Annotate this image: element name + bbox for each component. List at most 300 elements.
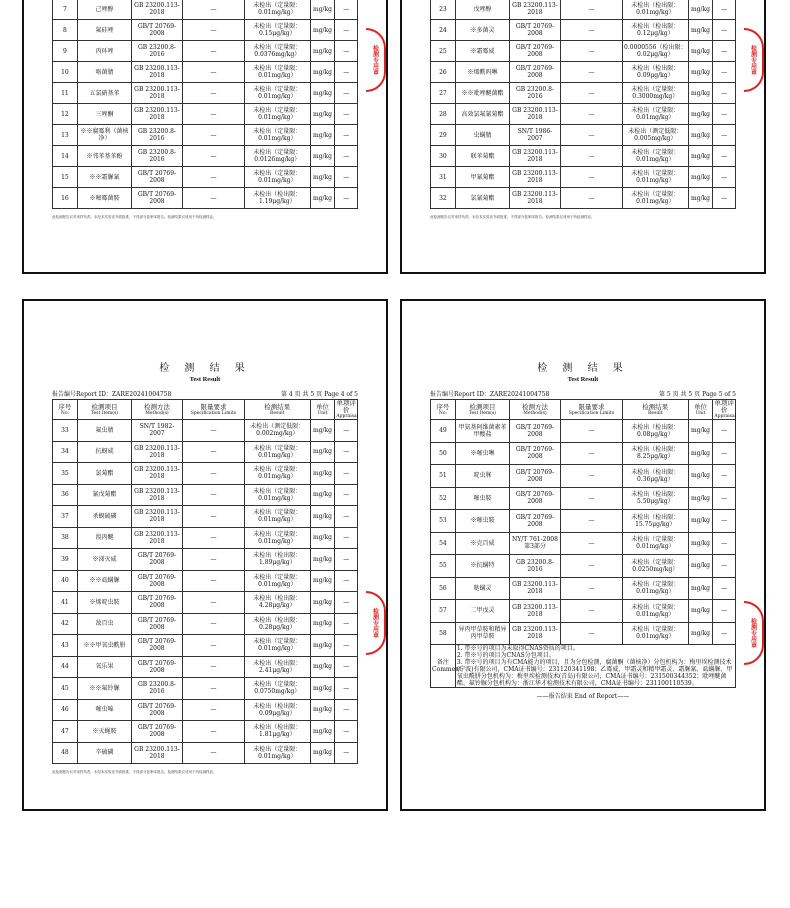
cell-item: ※克百威 <box>455 532 509 555</box>
cell-result: 未检出（检出限：5.50μg/kg） <box>623 487 689 510</box>
report-page-3-partial <box>22 0 388 274</box>
table-row <box>431 0 736 20</box>
cell-item: ※霜霉威 <box>455 41 509 62</box>
header-method: 检测方法 Method(s) <box>510 400 561 420</box>
table-row <box>53 188 358 209</box>
cell-appr: — <box>335 678 358 700</box>
cell-appr: — <box>335 570 358 592</box>
cell-limit: — <box>182 721 244 743</box>
cell-unit: mg/kg <box>688 577 713 600</box>
cell-result: 未检出（测定低限：0.005mg/kg） <box>623 125 689 146</box>
cell-result: 未检出（检出限：1.89μg/kg） <box>245 549 311 571</box>
cell-limit: — <box>560 0 622 20</box>
cell-unit: mg/kg <box>310 20 335 41</box>
cell-method: GB 23200.113-2018 <box>510 622 561 645</box>
cell-result: 未检出（定量限：0.0250mg/kg） <box>623 555 689 578</box>
table-row <box>431 442 736 465</box>
cell-result: 未检出（检出限：0.09μg/kg） <box>245 699 311 721</box>
cell-result: 未检出（定量限：0.01mg/kg） <box>245 484 311 506</box>
table-row <box>431 465 736 488</box>
cell-limit: — <box>182 125 244 146</box>
cell-no: 33 <box>53 420 78 442</box>
cell-method: GB 23200.113-2018 <box>510 577 561 600</box>
cell-unit: mg/kg <box>688 442 713 465</box>
cell-item: ※灭蝇胺 <box>77 721 131 743</box>
cell-result: 未检出（检出限：1.19μg/kg） <box>245 188 311 209</box>
cell-limit: — <box>182 613 244 635</box>
cell-method: GB/T 20769-2008 <box>132 188 183 209</box>
table-row <box>53 420 358 442</box>
cell-limit: — <box>182 167 244 188</box>
table-row <box>53 613 358 635</box>
cell-no: 14 <box>53 146 78 167</box>
cell-method: GB 23200.113-2018 <box>132 104 183 125</box>
cell-appr: — <box>335 506 358 528</box>
cell-appr: — <box>713 167 736 188</box>
cell-no: 16 <box>53 188 78 209</box>
cell-method: GB 23200.113-2018 <box>510 600 561 623</box>
cell-method: GB 23200.8-2016 <box>132 678 183 700</box>
cell-no: 12 <box>53 104 78 125</box>
cell-item: 戊唑醇 <box>455 0 509 20</box>
cell-appr: — <box>335 20 358 41</box>
cell-appr: — <box>335 635 358 657</box>
cell-method: GB 23200.113-2018 <box>132 0 183 20</box>
cell-item: 溴丙醚 <box>77 527 131 549</box>
cell-unit: mg/kg <box>310 592 335 614</box>
header-item: 检测项目 Test Item(s) <box>455 400 509 420</box>
cell-no: 38 <box>53 527 78 549</box>
cell-result: 未检出（定量限：0.01mg/kg） <box>245 125 311 146</box>
cell-result: 未检出（检出限：0.36μg/kg） <box>623 465 689 488</box>
table-row <box>431 532 736 555</box>
cell-item: 异丙甲草胺和精异丙甲草胺 <box>455 622 509 645</box>
cell-appr: — <box>335 125 358 146</box>
cell-appr: — <box>335 656 358 678</box>
cell-limit: — <box>560 146 622 167</box>
table-row <box>53 570 358 592</box>
cell-method: GB/T 20769-2008 <box>132 699 183 721</box>
cell-appr: — <box>335 167 358 188</box>
cell-method: GB/T 20769-2008 <box>132 167 183 188</box>
cell-limit: — <box>560 420 622 443</box>
cell-method: GB/T 20769-2008 <box>510 41 561 62</box>
cell-unit: mg/kg <box>688 600 713 623</box>
cell-item: ※多菌灵 <box>455 20 509 41</box>
table-row <box>53 167 358 188</box>
cell-result: 未检出（定量限：0.01mg/kg） <box>623 532 689 555</box>
cell-result: 未检出（定量限：0.01mg/kg） <box>623 577 689 600</box>
table-row <box>431 125 736 146</box>
header-unit: 单位 Unit <box>688 400 713 420</box>
cell-unit: mg/kg <box>310 484 335 506</box>
cell-no: 41 <box>53 592 78 614</box>
table-row <box>53 721 358 743</box>
cell-method: GB/T 20769-2008 <box>510 510 561 533</box>
cell-result: 未检出（检出限：0.12μg/kg） <box>623 20 689 41</box>
table-row <box>53 463 358 485</box>
cell-method: GB 23200.113-2018 <box>132 463 183 485</box>
cell-item: ※烯酰吗啉 <box>455 62 509 83</box>
cell-result: 未检出（检出限：0.08μg/kg） <box>623 420 689 443</box>
table-row <box>431 20 736 41</box>
table-row <box>53 441 358 463</box>
cell-no: 28 <box>431 104 456 125</box>
header-item: 检测项目 Test Item(s) <box>77 400 131 420</box>
table-row <box>53 484 358 506</box>
cell-result: 未检出（定量限：0.01mg/kg） <box>245 635 311 657</box>
cell-result: 未检出（检出限：8.25μg/kg） <box>623 442 689 465</box>
cell-method: GB/T 20769-2008 <box>510 62 561 83</box>
cell-appr: — <box>713 487 736 510</box>
cell-item: ※※吡唑醚菌酯 <box>455 83 509 104</box>
table-row <box>53 104 358 125</box>
cell-unit: mg/kg <box>310 635 335 657</box>
page-number: 第 4 页 共 5 页 Page 4 of 5 <box>280 391 358 398</box>
cell-limit: — <box>182 678 244 700</box>
cell-unit: mg/kg <box>688 188 713 209</box>
cell-result: 未检出（定量限：0.01mg/kg） <box>245 167 311 188</box>
cell-appr: — <box>335 41 358 62</box>
cell-unit: mg/kg <box>310 656 335 678</box>
remarks <box>455 645 735 688</box>
cell-unit: mg/kg <box>688 125 713 146</box>
footnote: 此检测报告仅对来样负责。未经本实验室书面批准，不得部分复制本报告。检测结果仅适用于所检测样品。 <box>52 215 217 219</box>
cell-item: ※烯啶虫胺 <box>77 592 131 614</box>
table-row <box>53 549 358 571</box>
cell-result: 未检出（定量限：0.01mg/kg） <box>623 600 689 623</box>
cell-method: GB 23200.113-2018 <box>132 484 183 506</box>
cell-limit: — <box>560 83 622 104</box>
cell-appr: — <box>335 721 358 743</box>
table-row <box>431 41 736 62</box>
cell-result: 未检出（定量限：0.01mg/kg） <box>623 622 689 645</box>
cell-item: ※噻虫胺 <box>455 510 509 533</box>
cell-item: 啶虫脒 <box>455 465 509 488</box>
cell-unit: mg/kg <box>310 125 335 146</box>
cell-no: 26 <box>431 62 456 83</box>
end-of-report: ——报告结束 End of Report—— <box>536 693 630 700</box>
cell-item: 己唑醇 <box>77 0 131 20</box>
cell-appr: — <box>335 146 358 167</box>
table-row <box>53 146 358 167</box>
cell-unit: mg/kg <box>310 613 335 635</box>
cell-limit: — <box>182 41 244 62</box>
cell-method: GB 23200.113-2018 <box>132 441 183 463</box>
cell-limit: — <box>182 420 244 442</box>
table-row <box>53 592 358 614</box>
cell-limit: — <box>560 125 622 146</box>
remarks-label: 备注Comment <box>431 645 456 688</box>
cell-method: GB 23200.113-2018 <box>510 146 561 167</box>
cell-unit: mg/kg <box>310 441 335 463</box>
cell-result: 未检出（定量限：0.01mg/kg） <box>245 62 311 83</box>
cell-appr: — <box>335 484 358 506</box>
cell-limit: — <box>182 570 244 592</box>
cell-no: 49 <box>431 420 456 443</box>
table-row <box>53 62 358 83</box>
cell-method: GB 23200.113-2018 <box>510 188 561 209</box>
cell-unit: mg/kg <box>688 41 713 62</box>
cell-method: GB/T 20769-2008 <box>510 487 561 510</box>
cell-method: GB 23200.113-2018 <box>132 506 183 528</box>
cell-method: GB/T 20769-2008 <box>132 570 183 592</box>
cell-unit: mg/kg <box>310 188 335 209</box>
cell-no: 47 <box>53 721 78 743</box>
cell-appr: — <box>335 699 358 721</box>
cell-appr: — <box>713 622 736 645</box>
cell-limit: — <box>560 41 622 62</box>
table-row <box>431 622 736 645</box>
cell-item: 咯菌腈 <box>77 62 131 83</box>
cell-result: 未检出（定量限：0.01mg/kg） <box>245 506 311 528</box>
cell-item: 噻虫嗪 <box>77 699 131 721</box>
cell-no: 42 <box>53 613 78 635</box>
cell-method: GB/T 20769-2008 <box>132 613 183 635</box>
table-row <box>431 555 736 578</box>
table-row <box>431 487 736 510</box>
cell-unit: mg/kg <box>310 742 335 764</box>
cell-appr: — <box>335 0 358 20</box>
header-appraisal: 单项评价 Appraisal <box>714 399 737 419</box>
table-row <box>431 62 736 83</box>
cell-appr: — <box>713 510 736 533</box>
cell-result: 未检出（定量限：0.01mg/kg） <box>245 742 311 764</box>
cell-appr: — <box>713 20 736 41</box>
table-row <box>53 20 358 41</box>
cell-unit: mg/kg <box>310 549 335 571</box>
cell-no: 52 <box>431 487 456 510</box>
cell-no: 43 <box>53 635 78 657</box>
cell-item: 氯氰菊酯 <box>455 188 509 209</box>
cell-appr: — <box>335 549 358 571</box>
cell-unit: mg/kg <box>688 104 713 125</box>
cell-unit: mg/kg <box>310 506 335 528</box>
cell-unit: mg/kg <box>310 678 335 700</box>
cell-result: 未检出（检出限：2.41μg/kg） <box>245 656 311 678</box>
cell-result: 未检出（定量限：0.0750mg/kg） <box>245 678 311 700</box>
cell-result: 未检出（定量限：0.3000mg/kg） <box>623 83 689 104</box>
table-row <box>431 600 736 623</box>
cell-method: GB/T 20769-2008 <box>510 420 561 443</box>
cell-no: 46 <box>53 699 78 721</box>
cell-result: 未检出（定量限：0.01mg/kg） <box>245 527 311 549</box>
cell-method: GB 23200.8-2016 <box>132 41 183 62</box>
report-id: 报告编号Report ID：ZARE20241004758 <box>52 391 172 398</box>
cell-result: 未检出（定量限：0.01mg/kg） <box>623 104 689 125</box>
cell-limit: — <box>182 742 244 764</box>
cell-appr: — <box>713 83 736 104</box>
cell-item: ※邻苯基苯酚 <box>77 146 131 167</box>
cell-appr: — <box>713 555 736 578</box>
cell-method: GB/T 20769-2008 <box>132 20 183 41</box>
cell-item: ※※虱螨脲 <box>77 570 131 592</box>
cell-appr: — <box>713 442 736 465</box>
footnote: 此检测报告仅对来样负责。未经本实验室书面批准，不得部分复制本报告。检测结果仅适用于所检测样品。 <box>430 215 595 219</box>
cell-appr: — <box>335 104 358 125</box>
cell-item: 三唑酮 <box>77 104 131 125</box>
cell-unit: mg/kg <box>310 527 335 549</box>
cell-limit: — <box>182 635 244 657</box>
table-row <box>431 420 736 443</box>
cell-appr: — <box>713 420 736 443</box>
cell-no: 56 <box>431 577 456 600</box>
cell-no: 25 <box>431 41 456 62</box>
cell-appr: — <box>335 613 358 635</box>
cell-limit: — <box>182 20 244 41</box>
cell-limit: — <box>560 510 622 533</box>
remark-line: 3. 带※号的项目为有CMA能力的项目，且为分包检测，腐菌酮（菌核净）分包机构为：梅里埃检测技术(宁波)有限公司，CMA证书编号：231120341198；乙霉威、甲霜灵和精甲霜灵、霜脲氰、虱螨脲、甲氧虫酰肼分包机构为：梅里埃检测技术(青岛)有限公司，CMA证书编号：231500344352；吡唑醚菌酯、氟铃脲分包机构为：浙江华才检测技术有限公司，CMA证书编号：231100110539。 <box>456 659 733 687</box>
cell-result: 未检出（检出限：0.01mg/kg） <box>623 0 689 20</box>
cell-no: 35 <box>53 463 78 485</box>
cell-result: 未检出（定量限：0.01mg/kg） <box>245 83 311 104</box>
cell-method: GB 23200.8-2016 <box>132 146 183 167</box>
cell-item: ※※甲氧虫酰肼 <box>77 635 131 657</box>
report-page-5 <box>400 299 766 811</box>
cell-result: 0.0000556（检出限：0.02μg/kg） <box>623 41 689 62</box>
cell-no: 27 <box>431 83 456 104</box>
cell-unit: mg/kg <box>310 104 335 125</box>
cell-limit: — <box>182 188 244 209</box>
cell-no: 36 <box>53 484 78 506</box>
footnote: 此检测报告仅对来样负责。未经本实验室书面批准，不得部分复制本报告。检测结果仅适用于所检测样品。 <box>52 770 217 774</box>
red-stamp: 检测专用章 <box>744 28 764 92</box>
cell-unit: mg/kg <box>310 167 335 188</box>
cell-item: 甲氨基阿维菌素苯甲酸盐 <box>455 420 509 443</box>
cell-method: SN/T 1986-2007 <box>510 125 561 146</box>
cell-method: GB 23200.113-2018 <box>510 0 561 20</box>
cell-method: GB 23200.8-2016 <box>132 125 183 146</box>
cell-appr: — <box>335 592 358 614</box>
cell-item: 氰戊菊酯 <box>77 484 131 506</box>
cell-no: 51 <box>431 465 456 488</box>
page-number: 第 5 页 共 5 页 Page 5 of 5 <box>658 391 736 398</box>
cell-no: 15 <box>53 167 78 188</box>
cell-no: 9 <box>53 41 78 62</box>
cell-no: 34 <box>53 441 78 463</box>
report-page-4 <box>22 299 388 811</box>
cell-no: 30 <box>431 146 456 167</box>
header-result: 检测结果 Result <box>245 400 311 420</box>
cell-result: 未检出（定量限：0.01mg/kg） <box>623 167 689 188</box>
cell-method: GB 23200.113-2018 <box>132 742 183 764</box>
table-row <box>53 83 358 104</box>
table-row <box>431 83 736 104</box>
cell-no: 23 <box>431 0 456 20</box>
cell-result: 未检出（定量限：0.01mg/kg） <box>245 463 311 485</box>
cell-item: 二甲戊灵 <box>455 600 509 623</box>
cell-item: ※※腐霉利（菌核净） <box>77 125 131 146</box>
cell-result: 未检出（定量限：0.01mg/kg） <box>245 441 311 463</box>
cell-item: 氯菊酯 <box>77 463 131 485</box>
cell-appr: — <box>335 62 358 83</box>
cell-result: 未检出（检出限：0.09μg/kg） <box>623 62 689 83</box>
cell-result: 未检出（检出限：0.28μg/kg） <box>245 613 311 635</box>
cell-result: 未检出（检出限：1.81μg/kg） <box>245 721 311 743</box>
table-row <box>53 41 358 62</box>
cell-unit: mg/kg <box>688 465 713 488</box>
cell-limit: — <box>182 506 244 528</box>
cell-appr: — <box>713 62 736 83</box>
cell-unit: mg/kg <box>688 532 713 555</box>
cell-item: 氧乐果 <box>77 656 131 678</box>
cell-method: GB/T 20769-2008 <box>132 592 183 614</box>
table-row <box>431 146 736 167</box>
cell-no: 53 <box>431 510 456 533</box>
cell-limit: — <box>182 104 244 125</box>
table-row <box>431 577 736 600</box>
result-table <box>430 0 736 209</box>
cell-limit: — <box>560 600 622 623</box>
cell-no: 54 <box>431 532 456 555</box>
cell-no: 48 <box>53 742 78 764</box>
cell-item: ※※氟铃脲 <box>77 678 131 700</box>
table-row <box>431 188 736 209</box>
cell-method: GB/T 20769-2008 <box>510 20 561 41</box>
cell-appr: — <box>713 188 736 209</box>
cell-method: GB/T 20769-2008 <box>510 442 561 465</box>
cell-result: 未检出（测定低限：0.002mg/kg） <box>245 420 311 442</box>
cell-unit: mg/kg <box>688 420 713 443</box>
cell-appr: — <box>335 83 358 104</box>
table-row <box>53 527 358 549</box>
table-row <box>53 0 358 20</box>
cell-no: 32 <box>431 188 456 209</box>
cell-item: 氟硅唑 <box>77 20 131 41</box>
cell-result: 未检出（定量限：0.15μg/kg） <box>245 20 311 41</box>
table-row <box>53 699 358 721</box>
table-row <box>431 510 736 533</box>
cell-result: 未检出（定量限：0.01mg/kg） <box>245 104 311 125</box>
cell-no: 8 <box>53 20 78 41</box>
table-row <box>53 656 358 678</box>
cell-limit: — <box>560 104 622 125</box>
result-table <box>430 399 736 688</box>
cell-result: 未检出（定量限：0.01mg/kg） <box>245 0 311 20</box>
cell-no: 7 <box>53 0 78 20</box>
cell-limit: — <box>182 484 244 506</box>
red-stamp: 检测专用章 <box>744 601 764 665</box>
cell-method: GB/T 20769-2008 <box>132 549 183 571</box>
cell-item: 五氯硝基苯 <box>77 83 131 104</box>
cell-limit: — <box>560 577 622 600</box>
cell-appr: — <box>713 577 736 600</box>
cell-unit: mg/kg <box>310 721 335 743</box>
cell-item: 虫螨腈 <box>455 125 509 146</box>
page-title: 检 测 结 果 <box>159 363 251 374</box>
cell-no: 29 <box>431 125 456 146</box>
cell-unit: mg/kg <box>310 0 335 20</box>
cell-method: NY/T 761-2008 第3部分 <box>510 532 561 555</box>
remark-line: 2. 带※号的项目为CNAS分包项目。 <box>456 652 555 659</box>
red-stamp: 检测专用章 <box>366 28 386 92</box>
cell-appr: — <box>335 441 358 463</box>
cell-no: 58 <box>431 622 456 645</box>
cell-appr: — <box>335 463 358 485</box>
cell-method: GB 23200.8-2016 <box>510 83 561 104</box>
cell-item: 高效氯氟氰菊酯 <box>455 104 509 125</box>
cell-result: 未检出（检出限：15.75μg/kg） <box>623 510 689 533</box>
cell-unit: mg/kg <box>310 463 335 485</box>
cell-limit: — <box>182 463 244 485</box>
cell-method: GB/T 20769-2008 <box>510 465 561 488</box>
cell-unit: mg/kg <box>310 146 335 167</box>
cell-limit: — <box>182 527 244 549</box>
result-table <box>52 0 358 209</box>
cell-result: 未检出（定量限：0.01mg/kg） <box>623 188 689 209</box>
header-limit: 限量要求 Specification Limits <box>182 400 244 420</box>
cell-limit: — <box>182 441 244 463</box>
